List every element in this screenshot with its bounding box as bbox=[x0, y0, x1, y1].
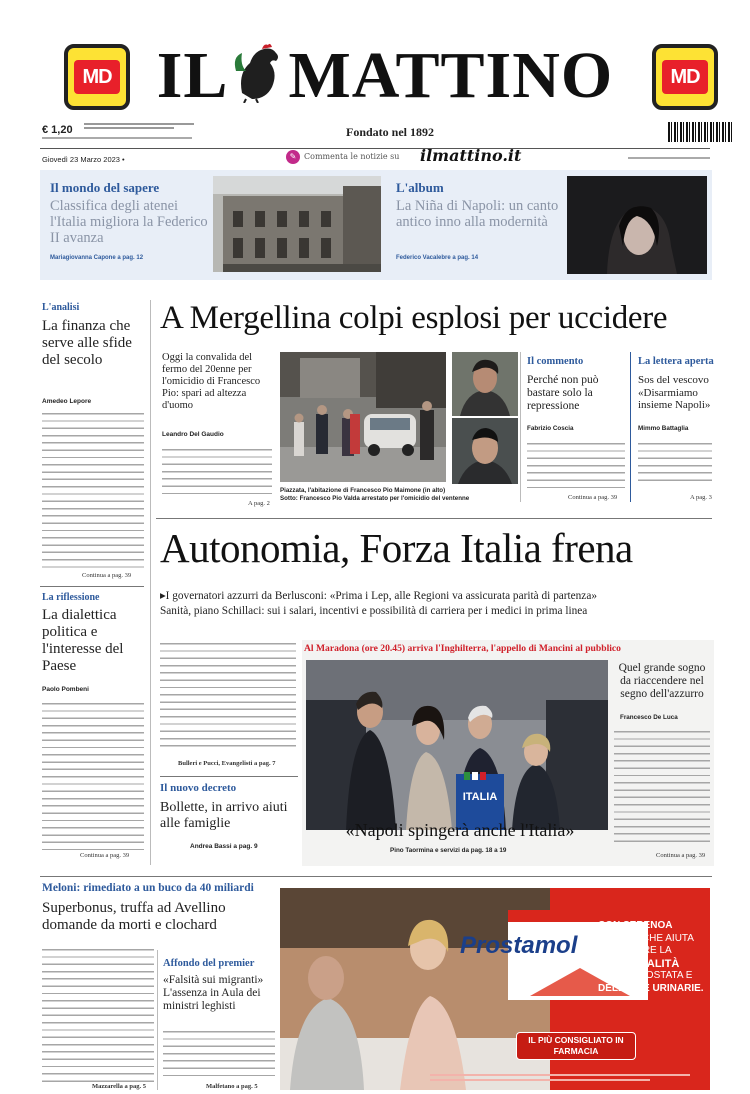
second-body bbox=[160, 640, 296, 750]
sport-side-body bbox=[614, 728, 710, 848]
analisi-cont[interactable]: Continua a pag. 39 bbox=[82, 572, 132, 579]
ad-line-6: DELLE VIE URINARIE. bbox=[598, 982, 704, 994]
bottom-side-author[interactable]: Malfetano a pag. 5 bbox=[206, 1083, 258, 1090]
sport-banner[interactable]: Al Maradona (ore 20.45) arriva l'Inghilterra, l'appello di Mancini al pubblico bbox=[304, 643, 621, 654]
sport-credit: Pino Taormina e servizi da pag. 18 a 19 bbox=[390, 847, 507, 854]
lettera-title[interactable]: Sos del vescovo «Disarmiamo insieme Napoli» bbox=[638, 374, 711, 411]
bottom-author[interactable]: Mazzarella a pag. 5 bbox=[92, 1083, 147, 1090]
sport-quote[interactable]: «Napoli spingerà anche l'Italia» bbox=[345, 820, 575, 840]
second-deck1: ▸I governatori azzurri da Berlusconi: «Prima i Lep, alle Regioni va assicurata parità di partenza» bbox=[160, 590, 597, 602]
md-logo-right: MD bbox=[652, 44, 718, 110]
crime-scene-photo bbox=[280, 352, 446, 482]
ad-line-4: FUNZIONALITÀ bbox=[598, 957, 680, 970]
lettera-page[interactable]: A pag. 3 bbox=[690, 494, 712, 501]
commento-kicker: Il commento bbox=[527, 356, 584, 367]
riflessione-cont[interactable]: Continua a pag. 39 bbox=[80, 852, 130, 859]
teaser1-title[interactable]: Classifica degli atenei l'Italia migliora la Federico II avanza bbox=[50, 198, 208, 246]
singer-portrait-photo bbox=[567, 176, 707, 274]
ad-badge: IL PIÙ CONSIGLIATO IN FARMACIA bbox=[516, 1032, 636, 1060]
bottom-side-body bbox=[163, 1028, 275, 1082]
commento-body bbox=[527, 440, 625, 492]
bottom-side-kicker: Affondo del premier bbox=[163, 958, 255, 969]
second-authors[interactable]: Bulleri e Pucci, Evangelisti a pag. 7 bbox=[178, 760, 276, 767]
sport-side-cont[interactable]: Continua a pag. 39 bbox=[656, 852, 706, 859]
lead-page[interactable]: A pag. 2 bbox=[248, 500, 270, 507]
riflessione-author: Paolo Pombeni bbox=[42, 686, 89, 693]
teaser2-kicker: L'album bbox=[396, 180, 444, 195]
caption-line-2: Sotto: Francesco Pio Valda arrestato per l'omicidio del ventenne bbox=[280, 494, 470, 502]
md-logo-left: MD bbox=[64, 44, 130, 110]
team-photo bbox=[306, 660, 608, 830]
commento-author: Fabrizio Coscia bbox=[527, 425, 574, 432]
second-headline[interactable]: Autonomia, Forza Italia frena bbox=[160, 525, 633, 571]
lead-body bbox=[162, 446, 272, 498]
founded: Fondato nel 1892 bbox=[346, 125, 435, 139]
bottom-kicker: Meloni: rimediato a un buco da 40 miliardi bbox=[42, 882, 254, 894]
commento-cont[interactable]: Continua a pag. 39 bbox=[568, 494, 618, 501]
ad-line-3: A FAVORIRE LA bbox=[598, 945, 672, 956]
decreto-author: Andrea Bassi a pag. 9 bbox=[190, 843, 258, 850]
teaser1-byline: Mariagiovanna Capone a pag. 12 bbox=[50, 255, 144, 261]
university-building-photo bbox=[213, 176, 381, 272]
ad-brand: Prostamol bbox=[460, 932, 578, 959]
teaser2-title[interactable]: La Niña di Napoli: un canto antico inno alla modernità bbox=[396, 198, 559, 230]
riflessione-title[interactable]: La dialettica politica e l'interesse del Paese bbox=[42, 607, 124, 674]
analisi-author: Amedeo Lepore bbox=[42, 398, 92, 405]
ad-copy bbox=[598, 920, 708, 995]
commento-title[interactable]: Perché non può bastare solo la repressione bbox=[527, 374, 599, 412]
barcode bbox=[668, 122, 734, 142]
teaser2-byline: Federico Vacalebre a pag. 14 bbox=[396, 255, 479, 261]
sport-side-author: Francesco De Luca bbox=[620, 714, 678, 721]
caption-line-1: Piazzata, l'abitazione di Francesco Pio Maimone (in alto) bbox=[280, 487, 446, 494]
victim-portrait-photo bbox=[452, 352, 518, 416]
lettera-author: Mimmo Battaglia bbox=[638, 425, 689, 432]
bottom-body bbox=[42, 946, 154, 1084]
bottom-side-title[interactable]: «Falsità sui migranti» L'assenza in Aula dei ministri leghisti bbox=[163, 974, 264, 1012]
lead-headline[interactable]: A Mergellina colpi esplosi per uccidere bbox=[160, 300, 668, 336]
decreto-title[interactable]: Bollette, in arrivo aiuti alle famiglie bbox=[160, 800, 288, 831]
lead-caption bbox=[280, 487, 520, 502]
lettera-body bbox=[638, 440, 712, 484]
jersey-label: ITALIA bbox=[462, 791, 498, 803]
fine-print bbox=[84, 123, 194, 125]
masthead-il: IL bbox=[156, 39, 229, 112]
masthead-mattino: MATTINO bbox=[288, 39, 614, 112]
comment-site[interactable]: ilmattino.it bbox=[420, 146, 522, 165]
analisi-kicker: L'analisi bbox=[42, 302, 80, 313]
rooster-icon bbox=[232, 43, 284, 103]
date: Giovedì 23 Marzo 2023 • bbox=[42, 155, 125, 164]
decreto-kicker: Il nuovo decreto bbox=[160, 782, 237, 794]
masthead bbox=[155, 38, 615, 114]
price: € 1,20 bbox=[42, 124, 73, 136]
ad-line-2: REPENS CHE AIUTA bbox=[598, 932, 694, 944]
ad-line-5: DELLA PROSTATA E bbox=[598, 970, 693, 981]
teaser1-kicker: Il mondo del sapere bbox=[50, 180, 160, 195]
lettera-kicker: La lettera aperta bbox=[638, 356, 714, 367]
prostamol-ad[interactable] bbox=[280, 888, 710, 1090]
riflessione-kicker: La riflessione bbox=[42, 592, 100, 603]
suspect-portrait-photo bbox=[452, 418, 518, 484]
comment-icon: ✎ bbox=[286, 150, 300, 164]
second-deck2: Sanità, piano Schillaci: sui i salari, incentivi e possibilità di carriera per i medici in prima linea bbox=[160, 605, 588, 617]
sport-side-title[interactable]: Quel grande sogno da riaccendere nel segno dell'azzurro bbox=[618, 662, 706, 700]
analisi-body bbox=[42, 410, 144, 572]
ad-line-1: CON SERENOA bbox=[598, 920, 673, 931]
riflessione-body bbox=[42, 700, 144, 850]
comment-prefix: Commenta le notizie su bbox=[304, 152, 400, 161]
lead-subhead: Oggi la convalida del fermo del 20enne per l'omicidio di Francesco Pio: spari ad altezza d'uomo bbox=[162, 352, 261, 411]
bottom-title[interactable]: Superbonus, truffa ad Avellino domande da morti e clochard bbox=[42, 900, 226, 933]
lead-author: Leandro Del Gaudio bbox=[162, 431, 224, 438]
analisi-title[interactable]: La finanza che serve alle sfide del secolo bbox=[42, 318, 132, 368]
